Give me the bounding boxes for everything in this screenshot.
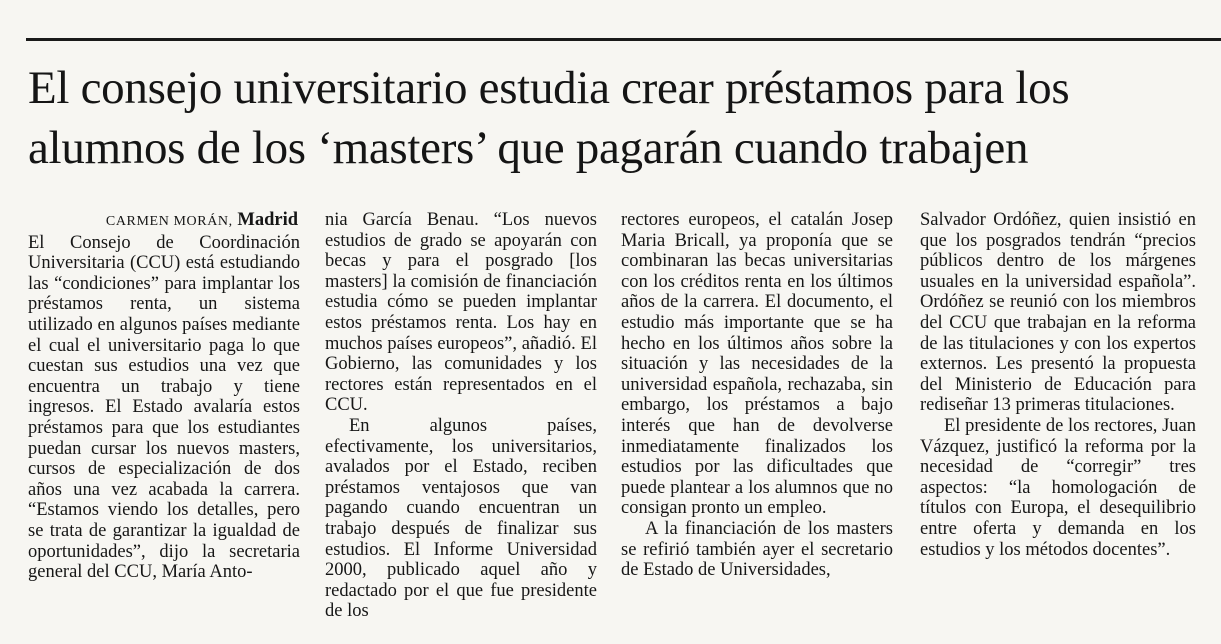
article-paragraph: El presidente de los rectores, Juan Vázquez, justificó la reforma por la necesidad de “corregir” tres aspectos: “la homologación de títulos con Europa, el desequilibrio entre oferta y demanda en los estudios y los métodos docentes”. — [920, 415, 1196, 560]
article-paragraph: rectores europeos, el catalán Josep Maria Bricall, ya proponía que se combinaran las becas universitarias con los créditos renta en los últimos años de la carrera. El documento, el estudio más importante que se ha hecho en los últimos años sobre la situación y las necesidades de la universidad española, rechazaba, sin embargo, los préstamos a bajo interés que han de devolverse inmediatamente finalizados los estudios por las dificultades que puede plantear a los alumnos que no consigan pronto un empleo. — [621, 210, 893, 519]
headline-line-2: alumnos de los ‘masters’ que pagarán cuando trabajen — [28, 122, 1029, 174]
article-column-2 — [325, 210, 597, 622]
article-paragraph: A la financiación de los masters se refirió también ayer el secretario de Estado de Universidades, — [621, 518, 893, 581]
article-column-4 — [920, 210, 1196, 560]
headline — [28, 58, 1208, 178]
article-paragraph: El Consejo de Coordinación Universitaria (CCU) está estudiando las “condiciones” para implantar los préstamos renta, un sistema utilizado en algunos países mediante el cual el universitario paga lo que cuestan sus estudios una vez que encuentra un trabajo y tiene ingresos. El Estado avalaría estos préstamos para que los estudiantes puedan cursar los nuevos masters, cursos de especialización de dos años una vez acabada la carrera. “Estamos viendo los detalles, pero se trata de garantizar la igualdad de oportunidades”, dijo la secretaria general del CCU, María Anto- — [28, 232, 300, 583]
byline-author: CARMEN MORÁN, — [105, 214, 233, 229]
article-paragraph: En algunos países, efectivamente, los universitarios, avalados por el Estado, reciben préstamos ventajosos que van pagando cuando encuentran un trabajo después de finalizar sus estudios. El Informe Universidad 2000, publicado aquel año y redactado por el que fue presidente de los — [325, 415, 597, 622]
headline-line-1: El consejo universitario estudia crear préstamos para los — [28, 62, 1070, 114]
byline — [28, 210, 300, 233]
article-paragraph: nia García Benau. “Los nuevos estudios de grado se apoyarán con becas y para el posgrado [los masters] la comisión de financiación estudia cómo se pueden implantar estos préstamos renta. Los hay en muchos países europeos”, añadió. El Gobierno, las comunidades y los rectores están representados en el CCU. — [325, 210, 597, 416]
top-rule — [26, 38, 1221, 41]
byline-city: Madrid — [237, 210, 298, 230]
article-column-1 — [28, 210, 300, 583]
article-column-3 — [621, 210, 893, 581]
article-paragraph: Salvador Ordóñez, quien insistió en que los posgrados tendrán “precios públicos dentro de los márgenes usuales en la universidad española”. Ordóñez se reunió con los miembros del CCU que trabajan en la reforma de las titulaciones y con los expertos externos. Les presentó la propuesta del Ministerio de Educación para rediseñar 13 primeras titulaciones. — [920, 210, 1196, 416]
